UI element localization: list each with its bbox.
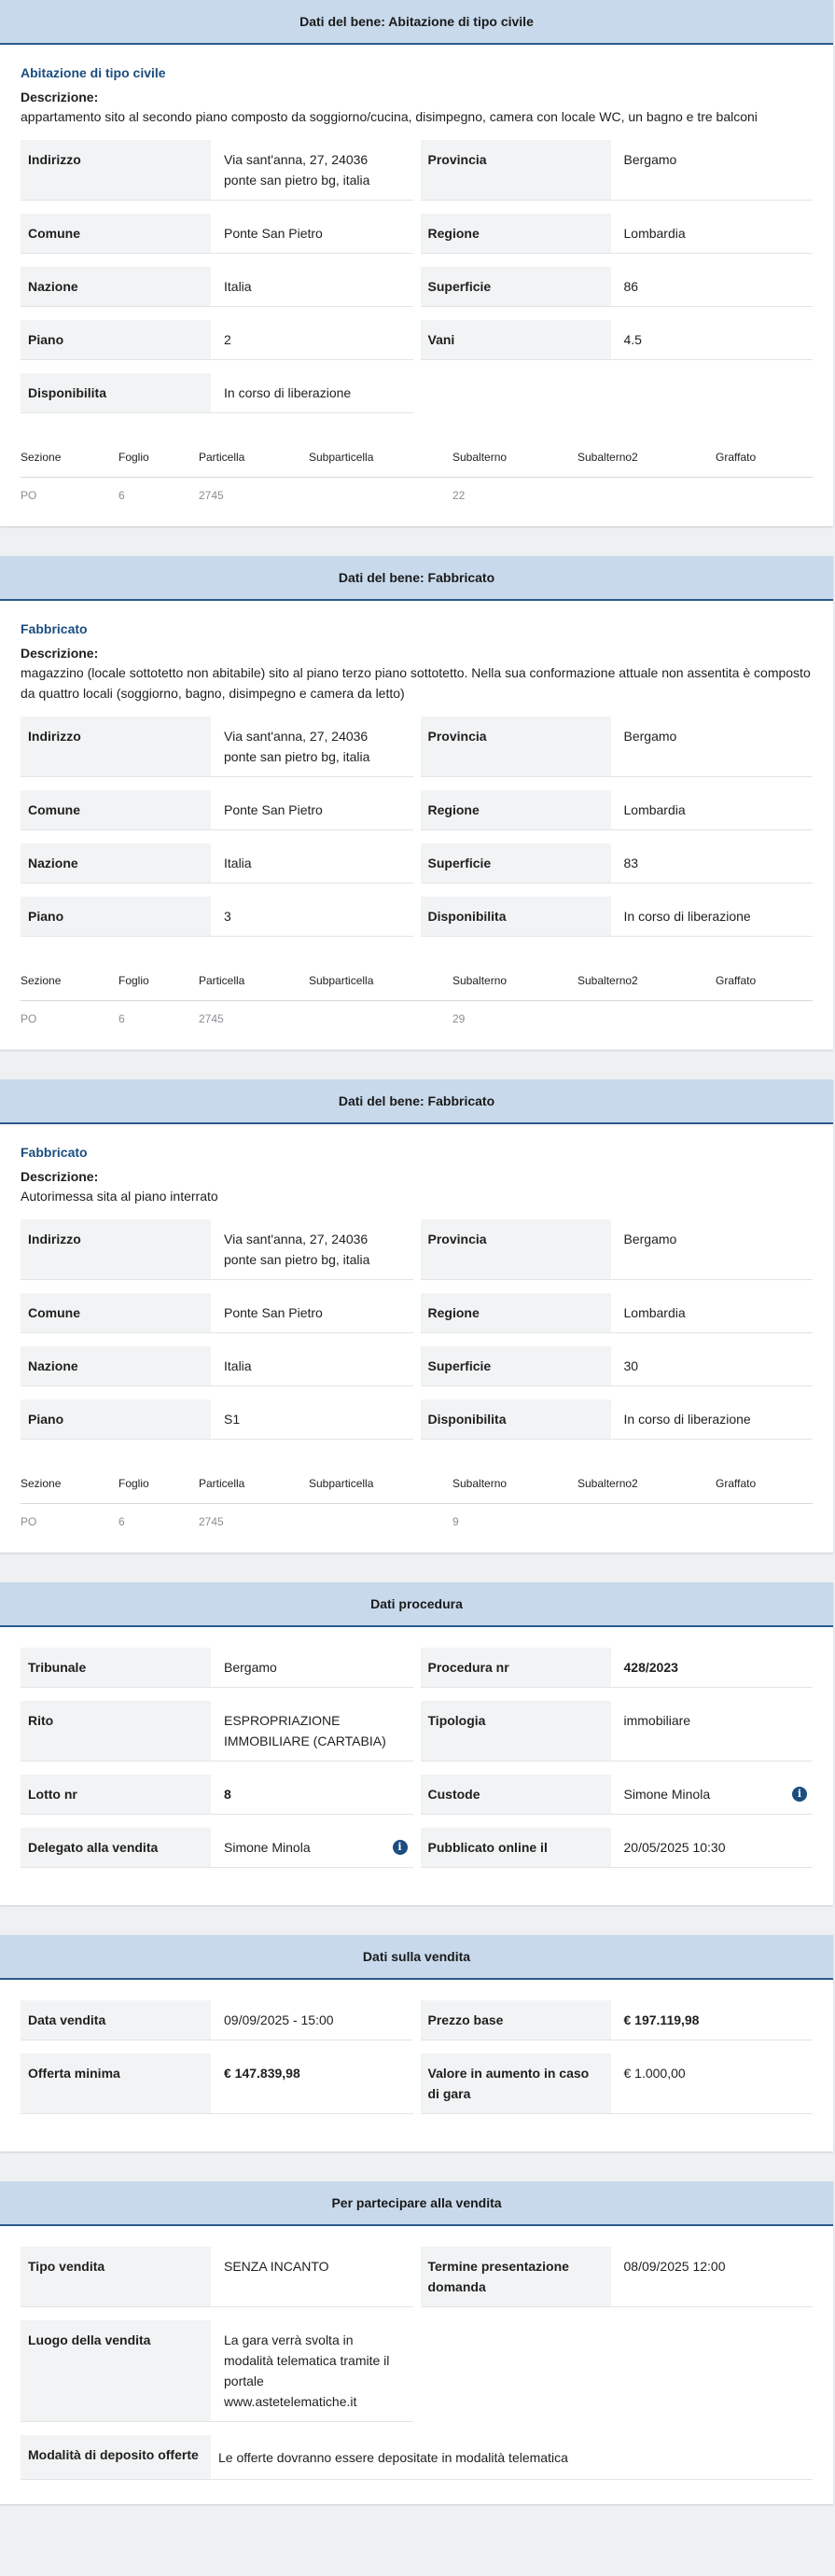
field-value: [611, 2054, 814, 2113]
field-value-text: 8: [224, 1787, 231, 1802]
field-value-text: S1: [224, 1412, 241, 1427]
column-header-subalterno: Subalterno: [452, 1477, 508, 1490]
field-superficie: [421, 267, 814, 307]
catasto-table: [21, 974, 813, 1025]
field-label: Nazione: [21, 843, 211, 883]
field-label: Piano: [21, 1399, 211, 1439]
cell-foglio: 6: [118, 489, 125, 502]
field-value-text: Ponte San Pietro: [224, 802, 323, 817]
column-header-graffato: Graffato: [716, 974, 757, 987]
field-label: Piano: [21, 897, 211, 936]
description-label: Descrizione:: [21, 1169, 99, 1184]
field-value: [611, 1775, 814, 1814]
field-value-text: 83: [623, 856, 639, 870]
field-value-text: In corso di liberazione: [224, 385, 352, 400]
cell-subalterno2: [578, 1515, 716, 1528]
field-value-text: Italia: [224, 856, 252, 870]
field-value: [611, 2247, 814, 2306]
cell-subalterno2: [578, 489, 716, 502]
field-value-text: Ponte San Pietro: [224, 226, 323, 241]
field-rito: [21, 1701, 413, 1761]
field-piano: [21, 320, 413, 360]
section-body: [0, 1627, 833, 1905]
field-value: [211, 2247, 413, 2306]
field-label: Comune: [21, 214, 211, 253]
field-label: Termine presentazione domanda: [421, 2247, 611, 2306]
field-offerta-minima: [21, 2054, 413, 2114]
bene-section: [0, 0, 833, 526]
field-nazione: [21, 1346, 413, 1386]
field-label: Provincia: [421, 717, 611, 776]
field-label: Disponibilita: [421, 1399, 611, 1439]
field-label: Regione: [421, 1293, 611, 1332]
field-label: Piano: [21, 320, 211, 359]
field-grid: [21, 1219, 813, 1453]
field-value-text: 30: [623, 1358, 639, 1373]
field-label: Comune: [21, 1293, 211, 1332]
field-value: [611, 267, 814, 306]
section-header: Dati sulla vendita: [0, 1935, 833, 1980]
field-label: Offerta minima: [21, 2054, 211, 2113]
field-label: Indirizzo: [21, 717, 211, 776]
field-custode: [421, 1775, 814, 1815]
field-value-text: 08/09/2025 12:00: [623, 2259, 726, 2274]
field-value-text: Italia: [224, 1358, 252, 1373]
field-superficie: [421, 843, 814, 884]
field-label: Regione: [421, 214, 611, 253]
field-value: [611, 1346, 814, 1385]
field-value-text: Italia: [224, 279, 252, 294]
cell-graffato: [716, 1515, 813, 1528]
field-value: [211, 1775, 413, 1814]
catasto-table: [21, 451, 813, 502]
field-label: Disponibilita: [421, 897, 611, 936]
column-header-graffato: Graffato: [716, 1477, 757, 1490]
section-body: [0, 2226, 833, 2504]
field-luogo-della-vendita: [21, 2320, 413, 2422]
field-disponibilita: [421, 897, 814, 937]
cell-subparticella: [309, 489, 452, 502]
field-value-text: Simone Minola: [224, 1840, 311, 1855]
cell-sezione: PO: [21, 489, 37, 502]
field-value: [211, 717, 413, 776]
table-row: [21, 478, 813, 502]
field-value: [611, 1648, 814, 1687]
description-text: magazzino (locale sottotetto non abitabile) sito al piano terzo piano sottotetto. Nella sua conformazione attuale non assentita è composto da quattro locali (soggiorno, bagno, disimpegno e camera da letto): [21, 665, 811, 701]
field-value-text: Via sant'anna, 27, 24036 ponte san pietro bg, italia: [224, 1232, 370, 1267]
field-value-text: Lombardia: [623, 802, 686, 817]
field-value: [611, 1828, 814, 1867]
description-label: Descrizione:: [21, 646, 99, 661]
field-value: [611, 1293, 814, 1332]
column-header-graffato: Graffato: [716, 451, 757, 464]
field-label: Vani: [421, 320, 611, 359]
section-body: [0, 601, 833, 1050]
field-delegato-alla-vendita: [21, 1828, 413, 1868]
field-label: Tipo vendita: [21, 2247, 211, 2306]
field-value: [611, 1701, 814, 1761]
field-grid: [21, 2000, 813, 2127]
cell-subalterno: 22: [452, 489, 466, 502]
catasto-table: [21, 1477, 813, 1528]
field-label: Custode: [421, 1775, 611, 1814]
column-header-subalterno2: Subalterno2: [578, 1477, 638, 1490]
field-grid: [21, 140, 813, 426]
field-value-text: Bergamo: [623, 729, 677, 744]
cell-subalterno: 29: [452, 1012, 466, 1025]
field-value-text: ESPROPRIAZIONE IMMOBILIARE (CARTABIA): [224, 1713, 386, 1748]
field-value: [211, 373, 413, 412]
field-indirizzo: [21, 1219, 413, 1280]
field-lotto-nr: [21, 1775, 413, 1815]
field-value: [211, 2000, 413, 2040]
field-tipologia: [421, 1701, 814, 1761]
field-label: Pubblicato online il: [421, 1828, 611, 1867]
field-value-text: Via sant'anna, 27, 24036 ponte san pietro bg, italia: [224, 152, 370, 188]
field-label: Comune: [21, 790, 211, 829]
field-value: [211, 1828, 413, 1867]
field-regione: [421, 790, 814, 830]
field-label: Valore in aumento in caso di gara: [421, 2054, 611, 2113]
field-value-text: 3: [224, 909, 231, 924]
cell-foglio: 6: [118, 1012, 125, 1025]
field-value: [211, 1648, 413, 1687]
cell-particella: 2745: [199, 1012, 224, 1025]
field-value: [611, 1399, 814, 1439]
field-label: Provincia: [421, 1219, 611, 1279]
field-label: Superficie: [421, 843, 611, 883]
column-header-particella: Particella: [199, 974, 245, 987]
column-header-subalterno: Subalterno: [452, 451, 508, 464]
section-body: [0, 1124, 833, 1553]
vendita-section: [0, 1935, 833, 2151]
column-header-subparticella: Subparticella: [309, 451, 374, 464]
field-label: Delegato alla vendita: [21, 1828, 211, 1867]
field-value-text: Bergamo: [224, 1660, 277, 1675]
field-data-vendita: [21, 2000, 413, 2040]
field-value: [611, 214, 814, 253]
cell-sezione: PO: [21, 1012, 37, 1025]
field-termine-presentazione-domanda: [421, 2247, 814, 2307]
table-row: [21, 1001, 813, 1025]
column-header-foglio: Foglio: [118, 451, 149, 464]
field-value: [211, 140, 413, 200]
field-indirizzo: [21, 140, 413, 201]
field-value-text: € 1.000,00: [623, 2066, 686, 2081]
field-value-text: 20/05/2025 10:30: [623, 1840, 726, 1855]
field-comune: [21, 214, 413, 254]
section-header: Dati del bene: Fabbricato: [0, 556, 833, 601]
field-label: Indirizzo: [21, 140, 211, 200]
table-row: [21, 1504, 813, 1528]
field-value: [611, 717, 814, 776]
field-label: Data vendita: [21, 2000, 211, 2040]
field-regione: [421, 1293, 814, 1333]
field-comune: [21, 1293, 413, 1333]
field-pubblicato-online-il: [421, 1828, 814, 1868]
field-comune: [21, 790, 413, 830]
column-header-subalterno2: Subalterno2: [578, 974, 638, 987]
field-value: [611, 320, 814, 359]
field-tribunale: [21, 1648, 413, 1688]
field-label: Lotto nr: [21, 1775, 211, 1814]
field-value-text: immobiliare: [623, 1713, 691, 1728]
field-value: [611, 897, 814, 936]
field-value-text: 2: [224, 332, 231, 347]
column-header-sezione: Sezione: [21, 1477, 62, 1490]
section-body: [0, 45, 833, 526]
field-value-text: Bergamo: [623, 152, 677, 167]
field-value-text: Lombardia: [623, 226, 686, 241]
description-text: appartamento sito al secondo piano composto da soggiorno/cucina, disimpegno, camera con locale WC, un bagno e tre balconi: [21, 109, 758, 124]
field-prezzo-base: [421, 2000, 814, 2040]
column-header-subparticella: Subparticella: [309, 974, 374, 987]
field-grid: [21, 717, 813, 950]
field-label: Superficie: [421, 1346, 611, 1385]
field-label: Procedura nr: [421, 1648, 611, 1687]
field-value: [211, 2054, 413, 2113]
cell-graffato: [716, 489, 813, 502]
field-label: Regione: [421, 790, 611, 829]
field-value-text: SENZA INCANTO: [224, 2259, 329, 2274]
column-header-foglio: Foglio: [118, 1477, 149, 1490]
section-header: Dati del bene: Fabbricato: [0, 1079, 833, 1124]
field-value: [611, 140, 814, 200]
field-nazione: [21, 267, 413, 307]
procedura-section: [0, 1582, 833, 1905]
column-header-particella: Particella: [199, 451, 245, 464]
field-value-text: In corso di liberazione: [623, 909, 751, 924]
field-value-text: In corso di liberazione: [623, 1412, 751, 1427]
field-value: [211, 1293, 413, 1332]
field-value: [211, 320, 413, 359]
field-value: [211, 267, 413, 306]
field-value-text: € 147.839,98: [224, 2066, 300, 2081]
field-value: [611, 790, 814, 829]
column-header-sezione: Sezione: [21, 974, 62, 987]
cell-subparticella: [309, 1515, 452, 1528]
field-valore-in-aumento-in-caso-di-gara: [421, 2054, 814, 2114]
column-header-subalterno2: Subalterno2: [578, 451, 638, 464]
field-label: Nazione: [21, 267, 211, 306]
description-label: Descrizione:: [21, 90, 99, 104]
field-value: [211, 1219, 413, 1279]
field-label: Nazione: [21, 1346, 211, 1385]
section-header: Per partecipare alla vendita: [0, 2181, 833, 2226]
field-modalita-deposito: [21, 2435, 813, 2480]
cell-subalterno2: [578, 1012, 716, 1025]
field-label: Disponibilita: [21, 373, 211, 412]
field-value-text: Via sant'anna, 27, 24036 ponte san pietro bg, italia: [224, 729, 370, 764]
field-value: [211, 843, 413, 883]
field-provincia: [421, 1219, 814, 1280]
cell-graffato: [716, 1012, 813, 1025]
column-header-foglio: Foglio: [118, 974, 149, 987]
field-superficie: [421, 1346, 814, 1386]
field-label: Provincia: [421, 140, 611, 200]
field-nazione: [21, 843, 413, 884]
info-icon[interactable]: i: [393, 1840, 408, 1855]
field-value-text: Simone Minola: [623, 1787, 711, 1802]
field-value-text: La gara verrà svolta in modalità telematica tramite il portale www.astetelematiche.it: [224, 2332, 390, 2409]
field-vani: [421, 320, 814, 360]
section-header: Dati procedura: [0, 1582, 833, 1627]
section-header: Dati del bene: Abitazione di tipo civile: [0, 0, 833, 45]
field-value-text: 86: [623, 279, 639, 294]
field-value-text: 4.5: [623, 332, 642, 347]
field-grid: [21, 2247, 813, 2435]
partecipare-section: [0, 2181, 833, 2504]
field-value-text: Lombardia: [623, 1305, 686, 1320]
field-indirizzo: [21, 717, 413, 777]
cell-subalterno: 9: [452, 1515, 459, 1528]
catasto-header-row: [21, 974, 813, 1001]
field-procedura-nr: [421, 1648, 814, 1688]
bene-section: [0, 556, 833, 1050]
cell-subparticella: [309, 1012, 452, 1025]
field-value: [611, 1219, 814, 1279]
bene-section: [0, 1079, 833, 1553]
field-piano: [21, 1399, 413, 1440]
field-value: [211, 897, 413, 936]
info-icon[interactable]: i: [792, 1787, 807, 1802]
bene-title: Fabbricato: [21, 1145, 88, 1160]
column-header-subparticella: Subparticella: [309, 1477, 374, 1490]
column-header-particella: Particella: [199, 1477, 245, 1490]
field-value: [211, 2320, 413, 2421]
cell-particella: 2745: [199, 489, 224, 502]
field-tipo-vendita: [21, 2247, 413, 2307]
field-value: [211, 790, 413, 829]
field-label: Rito: [21, 1701, 211, 1761]
field-value-text: Ponte San Pietro: [224, 1305, 323, 1320]
field-value: [211, 1399, 413, 1439]
cell-foglio: 6: [118, 1515, 125, 1528]
field-label: Tipologia: [421, 1701, 611, 1761]
field-disponibilita: [21, 373, 413, 413]
field-label: Superficie: [421, 267, 611, 306]
catasto-header-row: [21, 1477, 813, 1504]
field-value: [611, 2000, 814, 2040]
field-value-text: 09/09/2025 - 15:00: [224, 2012, 334, 2027]
field-value-text: € 197.119,98: [623, 2012, 700, 2027]
field-label: Tribunale: [21, 1648, 211, 1687]
field-label: Luogo della vendita: [21, 2320, 211, 2421]
field-value: Le offerte dovranno essere depositate in modalità telematica: [218, 2449, 568, 2465]
cell-particella: 2745: [199, 1515, 224, 1528]
field-label: Modalità di deposito offerte: [21, 2435, 211, 2479]
field-value: [211, 214, 413, 253]
bene-title: Abitazione di tipo civile: [21, 65, 166, 80]
section-body: [0, 1980, 833, 2151]
field-grid: [21, 1648, 813, 1881]
field-value-text: Bergamo: [623, 1232, 677, 1246]
cell-sezione: PO: [21, 1515, 37, 1528]
field-disponibilita: [421, 1399, 814, 1440]
column-header-subalterno: Subalterno: [452, 974, 508, 987]
catasto-header-row: [21, 451, 813, 478]
field-regione: [421, 214, 814, 254]
field-provincia: [421, 717, 814, 777]
field-piano: [21, 897, 413, 937]
bene-title: Fabbricato: [21, 621, 88, 636]
field-label: Indirizzo: [21, 1219, 211, 1279]
column-header-sezione: Sezione: [21, 451, 62, 464]
field-value-text: 428/2023: [623, 1660, 678, 1675]
field-provincia: [421, 140, 814, 201]
field-value: [211, 1701, 413, 1761]
field-value: [211, 1346, 413, 1385]
field-value: [611, 843, 814, 883]
description-text: Autorimessa sita al piano interrato: [21, 1189, 218, 1204]
field-label: Prezzo base: [421, 2000, 611, 2040]
